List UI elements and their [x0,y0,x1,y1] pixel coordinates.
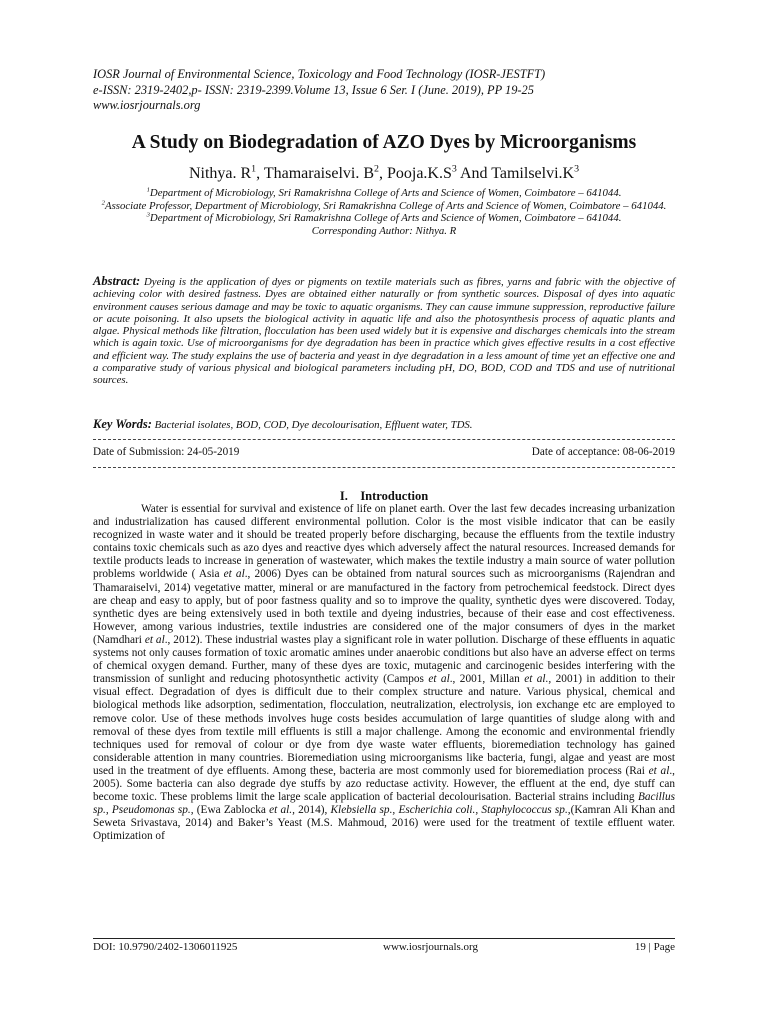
italic-run: et al [648,764,670,777]
dashed-divider-bottom [93,467,675,468]
text-run: (Kamran Ali Khan and Seweta Srivastava, 2014) and Baker’s Yeast (M.S. Mahmoud, 2016) were used for the treatment of textile effluent water. Optimization of [93,804,675,843]
affiliation-2 [93,200,675,213]
affiliations [93,187,675,237]
keywords-text: Bacterial isolates, BOD, COD, Dye decolourisation, Effluent water, TDS. [154,419,473,431]
italic-run: et al., [524,673,552,686]
author-separator: , [256,165,264,182]
footer-page-number: 19 | Page [634,941,675,953]
italic-run: Bacillus sp., Pseudomonas sp., [93,791,675,817]
text-run: (Ewa Zablocka [193,804,270,817]
author-separator: And [456,165,492,182]
text-run: ., 2012). These industrial wastes play a significant role in water pollution. Discharge of these effluents in aquatic systems not only causes formation of toxic aromatic amines under anaerobic conditions but also have an adverse effect on terms of chemical oxygen demand. Further, many of these dyes are toxic, mutagenic and carcinogenic besides interfering with the transmission of sunlight and reducing photosynthetic activity (Campos [93,633,675,686]
italic-run: et al [428,673,450,686]
footer-doi: DOI: 10.9790/2402-1306011925 [93,941,238,953]
keywords [93,417,675,432]
footer-website: www.iosrjournals.org [383,941,479,953]
abstract [93,275,675,387]
date-of-submission: Date of Submission: 24-05-2019 [93,446,240,458]
text-run: 2014), [294,804,331,817]
text-run: ., 2006) Dyes can be obtained from natural sources such as microorganisms (Rajendran and Thamaraiselvi, 2014) vegetative matter, mineral or are manufactured in the factory from petrochemical feedstock. Direct dyes are cheap and easy to apply, but of poor fastness quality and so to improve the quality, synthetic dyes were discovered. Today, synthetic dyes are being extensively used in both textile and dyeing industries, because of their ease and cost effectiveness. However, among various industries, textile industries are considered one of the major consumers of dyes in the market (Namdhari [93,568,676,646]
text-run: 2001) in addition to their visual effect. Degradation of dyes is difficult due to their complex structure and nature. Various physical, chemical and biological methods like adsorption, sedimentation, flocculation, neutralization, electrolysis, ion exchange etc are employed to remove color. Use of these methods involves huge costs besides accumulation of large quantities of sludge along with and removal of these dyes from textile mill effluents is still a major challenge. Among the economic and environmental friendly techniques used for removal of colour or dye from dye waste water effluents, bioremediation technology has gained considerable attention in many countries. Bioremediation using microorganisms like bacteria, fungi, algae and yeast are most used in the treatment of dye effluents. Among these, bacteria are most commonly used for bioremediation process (Rai [93,673,675,777]
author-name: Pooja.K.S [386,165,452,182]
author-affiliation-sup: 2 [374,163,379,175]
italic-run: Klebsiella sp., Escherichia coli., Staphylococcus sp., [330,804,571,817]
author-affiliation-sup: 3 [574,163,580,175]
author-affiliation-sup: 3 [451,163,457,175]
section-heading-introduction: I. Introduction [339,489,429,503]
affiliation-1 [93,187,675,200]
author-name: Nithya. R [188,165,252,182]
abstract-label: Abstract: [93,274,141,288]
text-run: ., 2005). Some bacteria can also degrade dye stuffs by azo reductase activity. However, the effluent at the end, dye stuff can become toxic. These problems limit the large scale application of bacterial decolourisation. Bacterial strains including [93,764,675,804]
affiliation-2-text: Associate Professor, Department of Microbiology, Sri Ramakrishna College of Arts and Science of Women, Coimbatore – 641044. [104,199,667,212]
affiliation-1-sup: 1 [146,186,150,194]
affiliation-3-sup: 3 [146,211,150,219]
abstract-text: Dyeing is the application of dyes or pigments on textile materials such as fibres, yarns and fabric with the objective of achieving color with desired fastness. Dyes are obtained either naturally or from synthetic sources. Disposal of dyes into aquatic environment causes serious damage and may be toxic to aquatic organisms. They can cause immune suppression, reproductive failure or acute poisoning. It also upsets the biological activity in aquatic life and also the photosynthesis process of aquatic plants and algae. Physical methods like filtration, flocculation has been used widely but it is expensive and discharges chemicals into the stream which is again toxic. Use of microorganisms for dye degradation has been in practice which gives effective results in a cost effective and efficient way. The study explains the use of bacteria and yeast in dye degradation in a less amount of time yet an effective one and a comparative study of various physical and biological parameters including pH, DO, BOD, COD and TDS and use of nutritional sources. [93,276,676,387]
affiliation-3 [93,212,675,225]
date-of-acceptance: Date of acceptance: 08-06-2019 [531,446,675,458]
affiliation-1-text: Department of Microbiology, Sri Ramakrishna College of Arts and Science of Women, Coimbatore – 641044. [149,187,622,199]
introduction-body [93,503,675,843]
italic-run: et al [144,633,165,646]
journal-header [93,67,693,114]
affiliation-3-text: Department of Microbiology, Sri Ramakrishna College of Arts and Science of Women, Coimbatore – 641044. [149,212,622,225]
footer-rule [93,938,675,939]
affiliation-2-sup: 2 [101,199,105,206]
corresponding-author: Corresponding Author: Nithya. R [311,224,457,237]
author-name: Thamaraiselvi. B [263,165,375,182]
text-run: ., 2001, Millan [449,673,525,686]
author-affiliation-sup: 1 [251,163,257,175]
author-list [0,165,768,183]
introduction-paragraph [93,503,675,843]
italic-run: et al [223,568,245,581]
author-name: Tamilselvi.K [491,165,575,182]
dashed-divider-top [93,439,675,440]
journal-issn-volume: e-ISSN: 2319-2402,p- ISSN: 2319-2399.Volume 13, Issue 6 Ser. I (June. 2019), PP 19-25 [93,82,534,97]
text-run: Water is essential for survival and existence of life on planet earth. Over the last few decades increasing urbanization and industrialization has caused different environmental pollution. Color is the most visible indicator that can be easily recognized in waste water and it should be treated properly before discharging, because the effluents from the textile industry contains toxic chemicals such as azo dyes and reactive dyes which adversely affect the natural resources. Increased demands for textile products leads to increase in generation of wastewater, which makes the textile industry a main source of water pollution problems worldwide ( Asia [93,503,675,581]
paper-title: A Study on Biodegradation of AZO Dyes by Microorganisms [131,132,637,153]
journal-name: IOSR Journal of Environmental Science, Toxicology and Food Technology (IOSR-JESTFT) [93,67,546,81]
keywords-label: Key Words: [93,417,152,431]
submission-dates [93,446,675,458]
author-separator: , [378,165,387,182]
journal-website: www.iosrjournals.org [93,98,201,112]
italic-run: et al., [269,804,295,817]
